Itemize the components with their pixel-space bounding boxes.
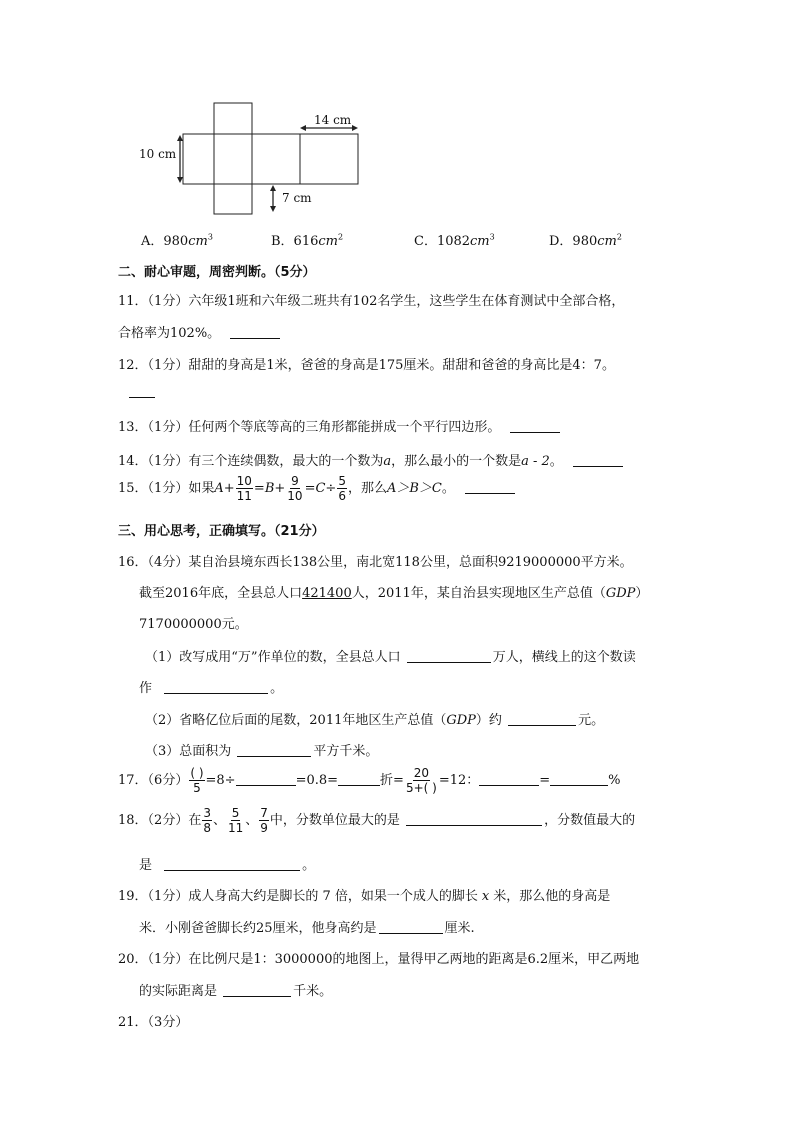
q17-t3: 折=: [380, 773, 404, 788]
q16-sub2: [145, 709, 604, 728]
q15-end: 。: [441, 481, 455, 496]
figure-label-7cm: 7 cm: [282, 191, 312, 205]
q16-line2-a: 截至2016年底，全县总人口: [139, 586, 303, 601]
q17-blank1[interactable]: [236, 771, 296, 786]
q15-fraction-3: [337, 474, 347, 503]
q11-answer-blank[interactable]: [230, 324, 280, 339]
figure-label-10cm: 10 cm: [139, 147, 177, 161]
q17-t5: =: [539, 773, 551, 788]
q18-sep2: 、: [245, 813, 259, 828]
q13-text: 13．（1分）任何两个等底等高的三角形都能拼成一个平行四边形。: [118, 420, 501, 435]
q17-prefix: 17．（6分）: [118, 773, 189, 788]
q19-var: x: [481, 889, 490, 904]
q17-blank3[interactable]: [479, 771, 539, 786]
arrowhead: [352, 125, 358, 131]
q18-line2-a: 是: [139, 858, 153, 873]
q14-end: 。: [549, 454, 563, 469]
q21: 21．（3分）: [118, 1015, 189, 1030]
q17-f1-den: 5: [193, 781, 201, 795]
arrowhead: [270, 206, 276, 212]
q14-expr: a - 2: [521, 454, 550, 469]
q15-plus2: +: [274, 481, 286, 496]
net-front-face: [214, 134, 252, 184]
q13: [118, 416, 560, 435]
q16-s3-b: 平方千米。: [313, 744, 379, 759]
q16-s2-a: （2）省略亿位后面的尾数，2011年地区生产总值（: [145, 713, 447, 728]
option-a[interactable]: [141, 230, 213, 249]
q18-fraction-2: [227, 806, 244, 835]
q16-s2-blank[interactable]: [508, 711, 576, 726]
option-a-exp: 3: [207, 232, 213, 242]
q18-prefix: 18．（2分）在: [118, 813, 202, 828]
q15-plus1: +: [223, 481, 235, 496]
q16-gdp: GDP: [605, 586, 636, 601]
q18-f2-den: 11: [227, 821, 244, 835]
section-3-title: 三、用心思考，正确填写。（21分）: [118, 524, 325, 539]
q14-middle: ，那么最小的一个数是: [391, 454, 522, 469]
q15-fraction-2: [286, 474, 303, 503]
q15-cmp: A＞B＞C: [386, 481, 442, 496]
q17-fraction-2: [405, 766, 438, 795]
q16-s2-gdp: GDP: [446, 713, 476, 728]
q19-blank[interactable]: [379, 919, 443, 934]
q13-answer-blank[interactable]: [510, 418, 560, 433]
q15-fraction-1: [236, 474, 253, 503]
q15-f1-num: 10: [236, 474, 252, 488]
q11-line2-text: 合格率为102%。: [118, 326, 221, 341]
section-2-title: 二、耐心审题，周密判断。（5分）: [118, 265, 316, 280]
q15-a: A: [214, 481, 224, 496]
q19-line1-b: 米，那么他的身高是: [493, 889, 611, 904]
q12-line1: 12．（1分）甜甜的身高是1米，爸爸的身高是175厘米。甜甜和爸爸的身高比是4：7。: [118, 358, 615, 373]
q16-line2-c: ）: [635, 586, 649, 601]
net-right-face: [252, 134, 300, 184]
q17-t4: =12：: [438, 773, 480, 788]
q15-eq2: =: [304, 481, 316, 496]
q16-s1-c: 作: [139, 681, 153, 696]
q14-answer-blank[interactable]: [573, 452, 623, 467]
q15-div: ÷: [325, 481, 337, 496]
q15-f2-den: 10: [287, 489, 303, 503]
q15-prefix: 15．（1分）如果: [118, 481, 215, 496]
q15-answer-blank[interactable]: [465, 479, 515, 494]
q16-population: 421400: [302, 586, 352, 601]
q15-eq1: =: [253, 481, 265, 496]
option-c-exp: 3: [489, 232, 495, 242]
q16-s1-a: （1）改写成用“万”作单位的数，全县总人口: [145, 650, 401, 665]
q20-line2-b: 千米。: [293, 984, 333, 999]
q18-tail: ，分数值最大的: [544, 813, 636, 828]
q18-mid: 中，分数单位最大的是: [269, 813, 400, 828]
q14-var: a: [383, 454, 392, 469]
q11-line1: 11．（1分）六年级1班和六年级二班共有102名学生，这些学生在体育测试中全部合格，: [118, 294, 625, 309]
q19-line1: [118, 885, 610, 904]
net-back-face: [300, 134, 358, 184]
net-left-face: [183, 134, 214, 184]
q16-sub1-line1: [145, 646, 636, 665]
option-d-exp: 2: [616, 232, 622, 242]
option-b-text: B．616: [271, 234, 319, 249]
q18-line1: [118, 806, 635, 835]
q15-f3-num: 5: [338, 474, 346, 488]
q19-line2-a: 米．小刚爸爸脚长约25厘米，他身高约是: [139, 921, 377, 936]
q16-line1: 16．（4分）某自治县境东西长138公里，南北宽118公里，总面积9219000000平方米。: [118, 555, 633, 570]
q18-line2-b: 。: [302, 858, 316, 873]
net-top-face: [214, 103, 252, 134]
q16-line2: [139, 582, 648, 601]
q17: [118, 766, 621, 795]
q16-s1-b: 万人，横线上的这个数读: [492, 650, 636, 665]
net-bottom-face: [214, 184, 252, 214]
q17-f1-num: ( ): [190, 766, 204, 780]
option-d-text: D．980: [549, 234, 598, 249]
q20-line2: [139, 980, 332, 999]
q17-blank2[interactable]: [338, 771, 380, 786]
option-c[interactable]: [414, 230, 495, 249]
q16-s1-d: 。: [270, 681, 284, 696]
q18-fraction-1: [202, 806, 212, 835]
q17-t1: =8÷: [205, 773, 236, 788]
q18-f3-den: 9: [260, 821, 268, 835]
q18-f1-den: 8: [203, 821, 211, 835]
q17-blank4[interactable]: [550, 771, 608, 786]
q18-sep1: 、: [212, 813, 226, 828]
q19-line2-b: 厘米.: [444, 921, 475, 936]
q16-sub1-line2: [139, 677, 283, 696]
q16-s2-c: 元。: [578, 713, 605, 728]
arrowhead: [270, 185, 276, 191]
q16-sub3: [145, 740, 378, 759]
q18-f1-num: 3: [203, 806, 211, 820]
q20-line1: 20．（1分）在比例尺是1：3000000的地图上，量得甲乙两地的距离是6.2厘米，甲乙两地: [118, 952, 640, 967]
figure-label-14cm: 14 cm: [314, 113, 352, 127]
q20-blank[interactable]: [223, 982, 291, 997]
q17-t2: =0.8=: [295, 773, 339, 788]
q11-line2: [118, 322, 280, 341]
q16-s3-blank[interactable]: [237, 742, 311, 757]
arrowhead: [177, 135, 183, 141]
q15-f2-num: 9: [291, 474, 299, 488]
option-c-text: C．1082: [414, 234, 471, 249]
q16-s1-blank2[interactable]: [164, 679, 268, 694]
q17-f2-den: 5+( ): [405, 781, 437, 795]
q16-line3: 7170000000元。: [139, 617, 248, 632]
q20-line2-a: 的实际距离是: [139, 984, 218, 999]
q15: [118, 474, 515, 503]
q17-t6: %: [608, 773, 621, 788]
q18-blank1[interactable]: [406, 811, 542, 826]
q15-c: C: [315, 481, 326, 496]
q18-line2: [139, 854, 315, 873]
q15-f1-den: 11: [236, 489, 252, 503]
q19-line2: [139, 917, 475, 936]
option-c-unit: cm: [470, 234, 490, 249]
option-b-exp: 2: [337, 232, 344, 242]
q15-mid: ，那么: [347, 481, 387, 496]
q14-prefix: 14．（1分）有三个连续偶数，最大的一个数为: [118, 454, 384, 469]
q18-f3-num: 7: [260, 806, 268, 820]
arrowhead: [300, 125, 306, 131]
q18-fraction-3: [259, 806, 269, 835]
q12-answer-blank[interactable]: [129, 383, 155, 398]
q15-b: B: [264, 481, 275, 496]
option-a-unit: cm: [188, 234, 208, 249]
q14: [118, 450, 623, 469]
option-d[interactable]: [549, 230, 622, 249]
q17-f2-num: 20: [413, 766, 430, 780]
q16-s2-b: ）约: [475, 713, 502, 728]
option-d-unit: cm: [597, 234, 617, 249]
q19-line1-a: 19．（1分）成人身高大约是脚长的 7 倍，如果一个成人的脚长: [118, 889, 478, 904]
q16-s1-blank1[interactable]: [407, 648, 491, 663]
q15-f3-den: 6: [338, 489, 346, 503]
q18-f2-num: 5: [231, 806, 240, 820]
option-b[interactable]: [271, 230, 343, 249]
arrowhead: [177, 177, 183, 183]
q17-fraction-1: [189, 766, 204, 795]
q16-s3-a: （3）总面积为: [145, 744, 232, 759]
q16-line2-b: 人，2011年，某自治县实现地区生产总值（: [351, 586, 606, 601]
option-a-text: A．980: [141, 234, 189, 249]
option-b-unit: cm: [318, 234, 338, 249]
q18-blank2[interactable]: [164, 856, 300, 871]
